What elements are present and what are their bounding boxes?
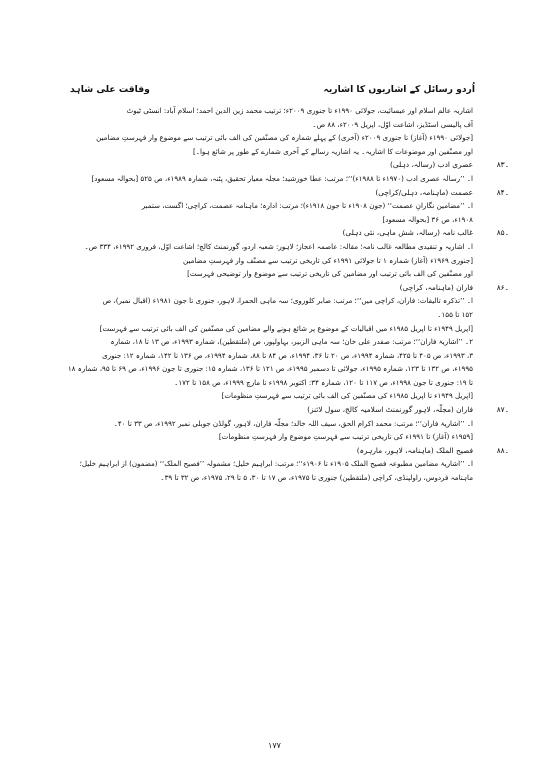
line-text: ا۔ ’’مضامین نگارانِ عصمت‘‘ (جون ۱۹۰۸ء تا جون ۱۹۱۸ء)؛ مرتب: ادارہ؛ ماہنامہ عصمت، کراچی؛ اگست، ستمبر <box>141 201 473 211</box>
line-text: [جولائی ۱۹۹۰ء (آغاز) تا جنوری ۲۰۰۹ء (آخری) کے پہلے شمارہ کی مصنّفین کی الف بائی ترتیب سے موضوع وار فہرستِ مضامین <box>96 133 473 143</box>
text-line <box>70 417 473 431</box>
text-line <box>70 471 473 485</box>
line-text: [جنوری ۱۹۶۹ء (آغاز) شمارہ ۱ تا جولائی ۱۹۹۱ء کی تاریخی ترتیب سے مصنّف وار فہرستِ مضامین <box>183 255 473 265</box>
text-line <box>70 172 473 186</box>
entry-title: عصری ادب (رسالہ، دہلی) <box>389 160 473 170</box>
line-text: ماہنامہ فردوس، راولپنڈی، کراچی (ملتقطین) جنوری تا ۱۹۷۵ء، ص ۱۷ تا ۳۰، ۵ تا ۲۹، ۱۹۷۵ء، ص ۳۲ تا ۳۹۔ <box>160 473 473 483</box>
text-line <box>70 376 473 390</box>
entry-heading <box>70 403 509 417</box>
entry-title: عصمت (ماہنامہ، دہلی/کراچی) <box>375 187 473 197</box>
entry-number: ۸۵۔ <box>496 228 509 238</box>
line-text: اشاریہ عالم اسلام اور عیسائیت، جولائی ۱۹۹۰ء تا جنوری ۲۰۰۹ء؛ ترتیب محمد زین الدین احمد؛ اسلام آباد: انسٹی ٹیوٹ <box>126 106 473 115</box>
text-line <box>70 308 473 322</box>
entry-title: فاران (ماہنامہ، کراچی) <box>399 282 473 292</box>
entry-number: ۸۳۔ <box>496 160 509 170</box>
line-text: ۱۹۰۸ء، ص ۳۶ [بحوالہ مسعود] <box>382 214 473 224</box>
line-text: ا۔ ’’اشاریۂ فاران‘‘؛ مرتب: محمد اکرام الحق، سیف اللہ خالد؛ مجلّہ فاران، لاہور، گولڈن جوبلی نمبر ۱۹۹۲ء، ص ۳۳ تا ۴۰۔ <box>113 418 473 428</box>
line-text: ا۔ ’’اشاریۂ مضامین مطبوعہ فصیح الملک ۱۹۰۵ء تا ۱۹۰۶ء‘‘؛ مرتب: ابراہیم خلیل؛ مشمولہ ’’فصیح الملک‘‘ (مضمون) از ابراہیم خلیل؛ <box>79 459 473 469</box>
text-line <box>70 267 473 281</box>
text-line <box>70 199 473 213</box>
running-title: اُردو رسائل کے اشاریوں کا اشاریہ <box>323 84 475 95</box>
line-text: ۲۔ ’’اشاریۂ فاران‘‘؛ مرتب: صفدر علی خان؛ سہ ماہی الزبیر، بہاولپور، ص (ملتقطین)، شمارہ ۱۹۹۳ء، ص ۱۳ تا ۱۸، شمارہ <box>110 337 473 347</box>
line-text: [۱۹۵۹ء (آغاز) تا ۱۹۹۱ء کی تاریخی ترتیب سے فہرستِ موضوع وار فہرستِ منظومات] <box>218 432 473 442</box>
author-name: وفاقت علی شاہد <box>70 84 150 95</box>
line-text: ۳، ۱۹۹۳ء، ص ۴۰۵ تا ۴۲۵، شمارہ ۱۹۹۴ء، ص ۲۰ تا ۳۶، ۱۹۹۴ء، ص ۸۴ تا ۸۸، شمارہ ۱۹۹۴ء، ص ۱۳۶ تا ۱۴۲، شمارہ ۱۲: جنوری <box>102 350 473 360</box>
text-line <box>70 349 473 363</box>
line-text: تا ۱۹: جنوری تا جون ۱۹۹۸ء، ص ۱۱۷ تا ۱۲۰، شمارہ ۳۴: اکتوبر ۱۹۹۸ء تا مارچ ۱۹۹۹ء، ص ۱۵۸ تا ۱۷۲۔ <box>174 377 473 387</box>
text-line <box>70 118 473 132</box>
text-line <box>70 457 473 471</box>
line-text: ا۔ اشاریہ و تنقیدی مطالعہ غالب نامہ؛ مقالہ: عاصمہ اعجاز؛ لاہور: شعبہ اردو، گورنمنٹ کالج؛ اشاعت اوّل، فروری ۱۹۹۲ء، ۳۳۴ ص۔ <box>84 241 473 251</box>
line-text: ا۔ ’’رسالہ عصری ادب (۱۹۷۰ء تا ۱۹۸۸ء)‘‘؛ مرتب: عطا خورشید؛ مجلہ معیار تحقیق، پٹنہ، شمارہ ۱۹۸۹ء، ص ۵۲۵ [بحوالہ مسعود] <box>91 173 473 183</box>
entry-title: فصیح الملک (ماہنامہ، لاہور، مارہرہ) <box>356 445 473 455</box>
text-line <box>67 362 473 376</box>
entry-heading <box>70 226 509 240</box>
text-line <box>70 335 473 349</box>
entry-heading <box>70 158 509 172</box>
text-line <box>70 430 473 444</box>
entry-number: ۸۶۔ <box>496 282 509 292</box>
line-text: آف پالیسی اسٹڈیز، اشاعت اوّل، اپریل ۲۰۰۹ء، ۸۸ ص۔ <box>312 119 473 129</box>
entry-heading <box>70 281 509 295</box>
text-line <box>70 294 473 308</box>
entry-number: ۸۸۔ <box>496 445 509 455</box>
text-line <box>70 104 473 118</box>
line-text: ۱۹۹۵ء، ص ۱۳۲ تا ۱۲۳، شمارہ ۱۹۹۵ء، جولائی تا دسمبر ۱۹۹۵ء، ص ۱۲۱ تا ۱۳۶، شمارہ ۱۵: جنوری تا جون ۱۹۹۶ء، ص ۶۹ تا ۹۵، شمارہ ۱۸ <box>67 364 473 374</box>
text-line <box>70 322 473 336</box>
line-text: ۱۵۲ تا ۱۵۵۔ <box>437 309 473 319</box>
line-text: اور مصنّفین اور موضوعات کا اشاریہ۔ یہ اشاریہ رسالے کے آخری شمارے کے طور پر شائع ہوا۔] <box>193 146 473 156</box>
line-text: اور مصنّفین کی الف بائی ترتیب اور مضامین کی تاریخی ترتیب سے موضوع وار توضیحی فہرست] <box>187 269 473 279</box>
text-line <box>70 240 473 254</box>
entry-title: فاران (مجلّہ، لاہور گورنمنٹ اسلامیہ کالج، سول لائنز) <box>307 405 473 415</box>
entry-heading <box>70 186 509 200</box>
page-number: ۱۷۷ <box>268 741 281 750</box>
line-text: [اپریل ۱۹۴۹ء تا اپریل ۱۹۸۵ء کی مصنّفین کی الف بائی ترتیب سے فہرستِ منظومات] <box>221 391 473 401</box>
line-text: ا۔ ’’تذکرہ تالیفات: فاران، کراچی میں‘‘؛ مرتب: صابر کلوروی؛ سہ ماہی الحمرا، لاہور، جنوری تا جون ۱۹۸۱ء (اقبال نمبر)، ص <box>102 296 473 306</box>
text-line <box>70 389 473 403</box>
text-line <box>70 145 473 159</box>
entry-title: غالب نامہ (رسالہ، شش ماہی، نئی دہلی) <box>342 228 473 238</box>
text-line <box>70 254 473 268</box>
text-line <box>70 131 473 145</box>
entry-number: ۸۴۔ <box>496 187 509 197</box>
text-line <box>70 213 473 227</box>
page-header <box>70 82 475 98</box>
line-text: [اپریل ۱۹۴۹ء تا اپریل ۱۹۸۵ء میں اقبالیات کے موضوع پر شائع ہونے والے مضامین کی مصنّفین کی الف بائی ترتیب سے فہرست] <box>99 323 473 333</box>
document-body <box>67 104 509 485</box>
entry-heading <box>70 444 509 458</box>
entry-number: ۸۷۔ <box>496 405 509 415</box>
